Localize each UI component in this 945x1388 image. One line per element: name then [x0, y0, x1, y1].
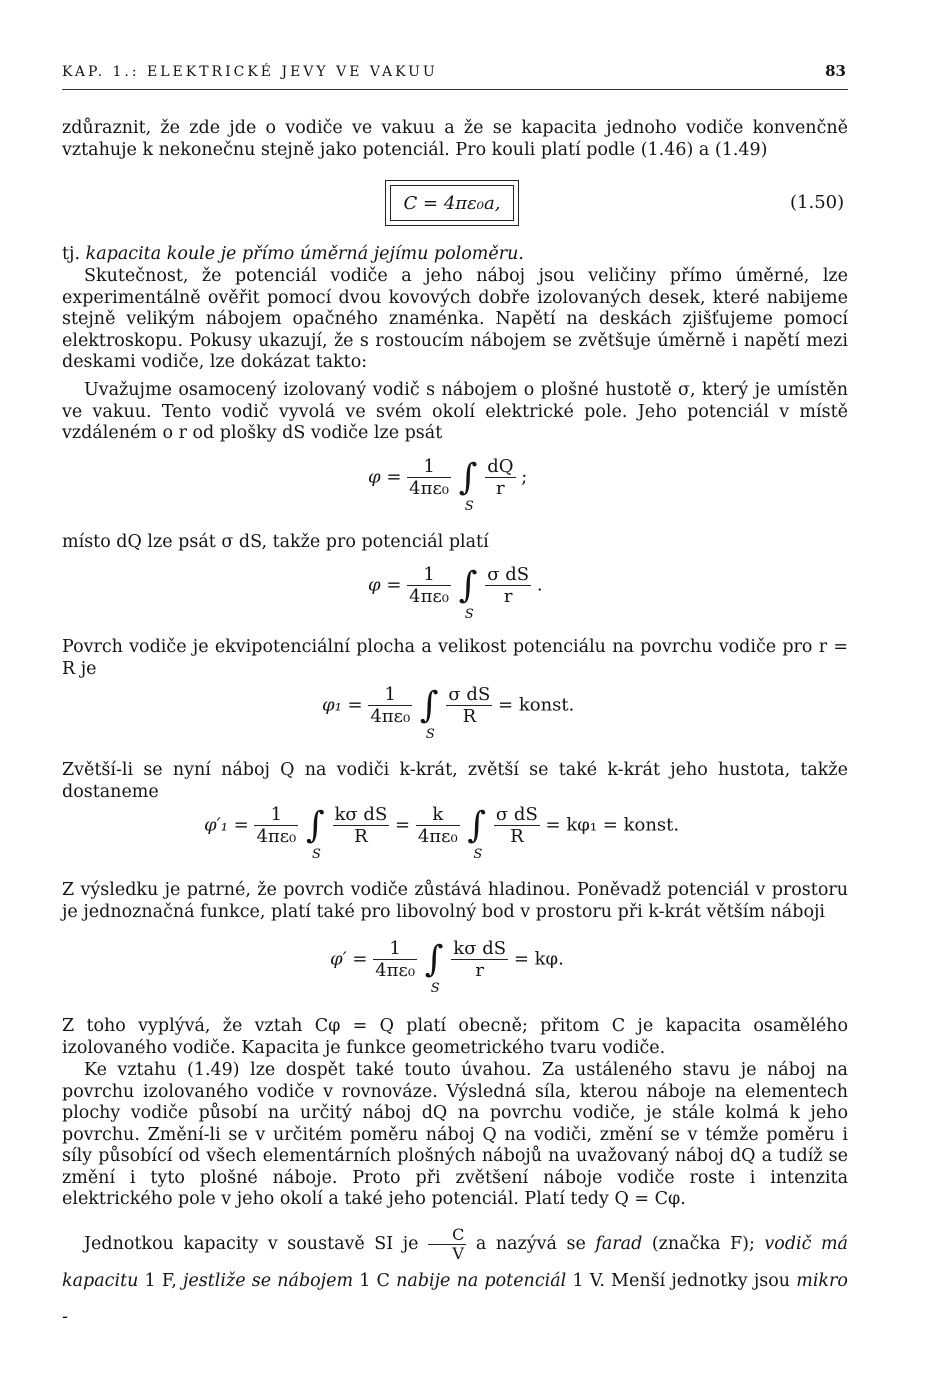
eqC-den: 4πε₀	[370, 706, 411, 727]
eqD-int-sub-1: S	[312, 846, 321, 862]
eqD-integrand-2	[494, 804, 540, 847]
eqD-int-sub-2: S	[473, 846, 483, 862]
eqB-fraction	[407, 564, 451, 607]
page-number: 83	[825, 62, 846, 80]
equation-1-50-formula: C = 4πε₀a,	[403, 192, 501, 214]
eqD-iden1: R	[333, 825, 390, 847]
conclusion-italic: kapacita koule je přímo úměrná jejímu poloměru.	[85, 244, 524, 264]
paragraph-surface: Povrch vodiče je ekvipotenciální plocha a velikost potenciálu na povrchu vodiče pro r = R je	[62, 637, 848, 679]
eqA-num: 1	[423, 456, 435, 477]
unit-italic-g: jestliže se nábojem	[183, 1271, 354, 1291]
eqE-inum: kσ dS	[453, 938, 507, 959]
integral-sign: ∫ S	[467, 804, 487, 862]
eqD-integrand-1	[333, 804, 390, 847]
eqC-fraction	[368, 684, 412, 727]
paragraph-general: Z toho vyplývá, že vztah Cφ = Q platí obecně; přitom C je kapacita osamělého izolovaného vodiče. Kapacita je funkce geometrického tvaru vodiče.	[62, 1016, 848, 1058]
unit-text-h: 1 C	[359, 1271, 390, 1291]
unit-text-b: a nazývá se	[475, 1234, 586, 1254]
integral-sign: ∫ S	[306, 804, 325, 862]
unit-italic-i: nabije na potenciál	[396, 1271, 567, 1291]
eqD-inum2: σ dS	[495, 804, 538, 825]
eqE-integrand	[451, 938, 508, 981]
equation-potential-dQ	[368, 456, 528, 514]
running-title: KAP. 1.: ELEKTRICKÉ JEVY VE VAKUU	[62, 64, 438, 80]
eqC-num: 1	[384, 684, 396, 705]
eqB-integrand	[485, 564, 531, 607]
paragraph-equipotential: Z výsledku je patrné, že povrch vodiče zůstává hladinou. Poněvadž potenciál v prostoru je jednoznačná funkce, platí také pro libovolný bod v prostoru při k-krát větším náboji	[62, 880, 848, 922]
eqA-tail: ;	[521, 466, 528, 488]
paragraph-unit	[62, 1226, 848, 1335]
paragraph-substitution: místo dQ lze psát σ dS, takže pro potenciál platí	[62, 532, 489, 552]
eqC-lhs: φ₁ =	[322, 694, 363, 716]
integral-sign: ∫ S	[419, 684, 439, 742]
conclusion-prefix: tj.	[62, 244, 81, 264]
equation-potential-sigma	[368, 564, 543, 622]
integral-sign: ∫ S	[424, 938, 444, 996]
eqB-iden: r	[485, 585, 531, 607]
equation-number-1-50: (1.50)	[790, 192, 845, 213]
eqB-inum: σ dS	[487, 564, 530, 585]
eqD-iden2: R	[494, 825, 540, 847]
eqE-int-sub: S	[430, 980, 440, 996]
eqB-int-sub: S	[464, 606, 474, 622]
eqD-num1: 1	[270, 804, 283, 825]
unit-text-f: 1 F,	[144, 1271, 177, 1291]
eqE-lhs: φ′ =	[330, 948, 368, 970]
eqA-lhs: φ =	[368, 466, 402, 488]
eqD-lhs: φ′₁ =	[204, 814, 249, 836]
equation-phi1	[322, 684, 575, 742]
unit-text-j: 1 V. Menší jednotky jsou	[572, 1271, 791, 1291]
eqA-int-sub: S	[464, 498, 474, 514]
paragraph-1: zdůraznit, že zde jde o vodiče ve vakuu a že se kapacita jednoho vodiče konvenčně vztahuje k nekonečnu stejně jako potenciál. Pro kouli platí podle (1.46) a (1.49)	[62, 118, 848, 160]
eqB-lhs: φ =	[368, 574, 402, 596]
unit-text-d: (značka F);	[651, 1234, 755, 1254]
eqC-int-sub: S	[425, 726, 435, 742]
eqB-num: 1	[423, 564, 435, 585]
eqC-iden: R	[446, 705, 492, 727]
unit-frac-num: C	[452, 1225, 465, 1244]
eqC-integrand	[446, 684, 492, 727]
eqD-fraction-1	[254, 804, 298, 847]
unit-text-a: Jednotkou kapacity v soustavě SI je	[84, 1234, 419, 1254]
eqE-tail: = kφ.	[513, 948, 564, 970]
eqA-inum: dQ	[487, 456, 514, 477]
paragraph-relation-1-49: Ke vztahu (1.49) lze dospět také touto úvahou. Za ustáleného stavu je náboj na povrchu izolovaného vodiče v rovnováze. Výsledná síla, kterou náboje na elementech plochy vodiče působí na určitý náboj dQ na povrchu vodiče, je stále kolmá k jeho povrchu. Změní-li se v určitém poměru náboj Q na vodiči, změní se v témže poměru i síly působící od všech elementárních plošných nábojů na uvažovaný náboj dQ a tudíž se změní i tyto plošné náboje. Proto při zvětšení náboje vodiče roste i intenzita elektrického pole v jeho okolí a také jeho potenciál. Platí tedy Q = Cφ.	[62, 1060, 848, 1209]
paragraph-experiment: Skutečnost, že potenciál vodiče a jeho náboj jsou veličiny přímo úměrné, lze experimentálně ověřit pomocí dvou kovových dobře izolovaných desek, které nabijeme stejně velikým nábojem opačného znaménka. Napětí na deskách zjišťujeme pomocí elektroskopu. Pokusy ukazují, že s rostoucím nábojem se zvětšuje úměrně i napětí mezi deskami vodiče, lze dokázat takto:	[62, 266, 848, 372]
running-header	[62, 64, 848, 80]
unit-frac-den: V	[428, 1244, 466, 1263]
unit-italic-k: mikro -	[62, 1271, 848, 1327]
eqD-inum1: kσ dS	[334, 804, 388, 825]
unit-italic-e: vodič má kapacitu	[62, 1234, 848, 1291]
eqE-den: 4πε₀	[375, 960, 416, 981]
paragraph-conclusion	[62, 244, 848, 266]
unit-farad: farad	[595, 1234, 643, 1254]
eqA-integrand	[485, 456, 515, 499]
eqB-tail: .	[536, 574, 543, 596]
header-rule	[62, 89, 848, 90]
eqA-den: 4πε₀	[409, 478, 449, 499]
integral-sign: ∫ S	[458, 456, 478, 514]
eqE-iden: r	[451, 959, 508, 981]
eqD-den2: 4πε₀	[417, 826, 458, 847]
unit-fraction	[428, 1226, 466, 1263]
eqD-fraction-2	[416, 804, 460, 847]
integral-sign: ∫ S	[458, 564, 478, 622]
eqD-num2: k	[432, 804, 444, 825]
paragraph-k-times: Zvětší-li se nyní náboj Q na vodiči k-krát, zvětší se také k-krát jeho hustota, takže dostaneme	[62, 760, 848, 802]
equation-phi-prime	[330, 938, 564, 996]
eqA-iden: r	[485, 477, 515, 499]
eqD-den1: 4πε₀	[256, 826, 297, 847]
eqD-tail: = kφ₁ = konst.	[545, 814, 680, 836]
eqC-inum: σ dS	[448, 684, 491, 705]
paragraph-isolated-conductor: Uvažujme osamocený izolovaný vodič s nábojem o plošné hustotě σ, který je umístěn ve vakuu. Tento vodič vyvolá ve svém okolí elektrické pole. Jeho potenciál v místě vzdáleném o r od plošky dS vodiče lze psát	[62, 380, 848, 443]
eqC-tail: = konst.	[498, 694, 575, 716]
equation-1-50	[390, 185, 514, 221]
eqE-num: 1	[389, 938, 401, 959]
eqE-fraction	[373, 938, 417, 981]
eqD-mid: =	[395, 814, 411, 836]
eqA-fraction	[407, 456, 451, 499]
eqB-den: 4πε₀	[409, 586, 449, 607]
equation-phi1-prime	[204, 804, 680, 862]
